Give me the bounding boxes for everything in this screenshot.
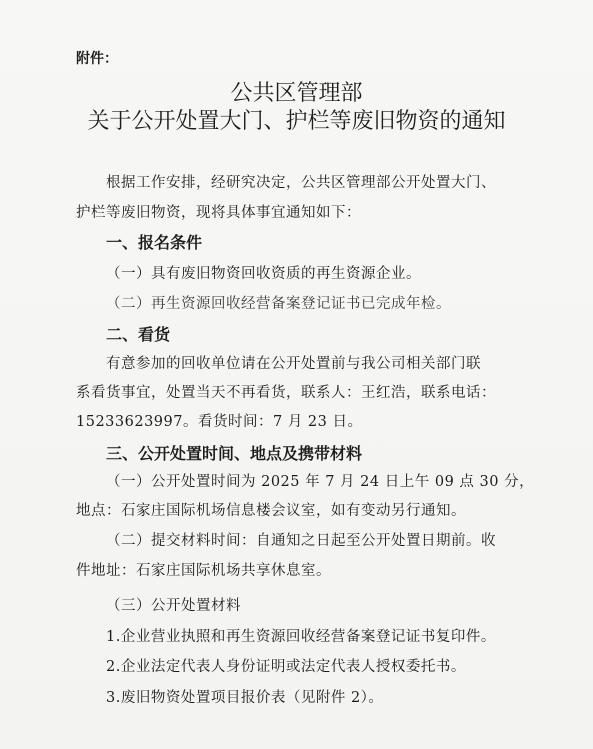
section1-item-2: （二）再生资源回收经营备案登记证书已完成年检。	[106, 296, 451, 312]
section2-line-1: 有意参加的回收单位请在公开处置前与我公司相关部门联	[106, 356, 481, 372]
section3-heading: 三、公开处置时间、地点及携带材料	[106, 444, 363, 463]
intro-line-2: 护栏等废旧物资，现将具体事宜通知如下：	[76, 205, 361, 221]
section2-line-2: 系看货事宜，处置当天不再看货，联系人：王红浩，联系电话：	[76, 385, 496, 401]
section3-line-5: （三）公开处置材料	[106, 598, 241, 614]
section1-item-1: （一）具有废旧物资回收资质的再生资源企业。	[106, 266, 421, 282]
section3-line-2: 地点：石家庄国际机场信息楼会议室，如有变动另行通知。	[76, 503, 466, 519]
section3-line-6: 1.企业营业执照和再生资源回收经营备案登记证书复印件。	[106, 629, 496, 645]
title-line-1: 公共区管理部	[230, 81, 363, 106]
attachment-label: 附件：	[76, 51, 118, 67]
title-line-2: 关于公开处置大门、护栏等废旧物资的通知	[87, 109, 506, 134]
section2-heading: 二、看货	[106, 325, 171, 344]
section3-line-3: （二）提交材料时间：自通知之日起至公开处置日期前。收	[106, 533, 496, 549]
section2-line-3: 15233623997。看货时间：7 月 23 日。	[76, 414, 363, 430]
section3-line-4: 件地址：石家庄国际机场共享休息室。	[76, 563, 331, 579]
section1-heading: 一、报名条件	[106, 233, 203, 252]
section3-line-1: （一）公开处置时间为 2025 年 7 月 24 日上午 09 点 30 分，	[106, 474, 535, 490]
section3-line-8: 3.废旧物资处置项目报价表（见附件 2）。	[106, 690, 384, 706]
intro-line-1: 根据工作安排，经研究决定，公共区管理部公开处置大门、	[106, 175, 496, 191]
section3-line-7: 2.企业法定代表人身份证明或法定代表人授权委托书。	[106, 659, 466, 675]
